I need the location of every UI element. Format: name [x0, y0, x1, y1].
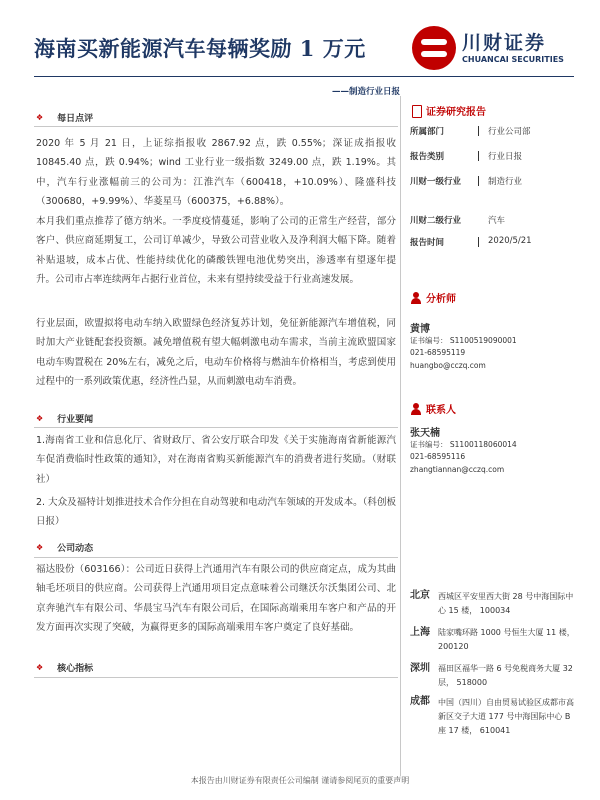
section-divider [34, 557, 398, 558]
info-row-report-date: 报告时间 2020/5/21 [410, 236, 532, 248]
address-text-shanghai: 陆家嘴环路 1000 号恒生大厦 11 楼， 200120 [438, 628, 575, 651]
section-heading-text: 每日点评 [57, 114, 94, 124]
column-divider [400, 96, 401, 776]
contact-phone: 021-68595116 [410, 452, 466, 461]
analyst-heading [410, 290, 456, 305]
diamond-bullet-icon: ❖ [36, 414, 44, 423]
logo-english-name: CHUANCAI SECURITIES [462, 55, 564, 64]
diamond-bullet-icon: ❖ [36, 543, 44, 552]
contact-name: 张天楠 [410, 428, 440, 439]
report-type-label: ——制造行业日报 [331, 87, 400, 97]
diamond-bullet-icon: ❖ [36, 113, 44, 122]
address-city-shanghai: 上海 [410, 627, 430, 638]
daily-comment-paragraph-3: 行业层面，欧盟拟将电动车纳入欧盟绿色经济复苏计划，免征新能源汽车增值税，同时加大产业链配套投资额。减免增值税有望大幅刺激电动车需求，当前主流欧盟国家电动车购置税在 20%左右，减免之后，电动车价格将与燃油车价格相当，考虑到使用过程中的一系列政策优惠，经济性凸显，从而刺激电动车消费。 [36, 318, 396, 388]
section-heading-text: 核心指标 [57, 664, 94, 674]
industry-news-item-2: 2. 大众及福特计划推进技术合作分担在自动驾驶和电动汽车领域的开发成本。（科创板日报） [36, 497, 396, 528]
person-icon [410, 292, 422, 304]
analyst-heading-text: 分析师 [426, 294, 456, 305]
analyst-cert: 证书编号： S1100519090001 [410, 336, 517, 345]
address-text-shenzhen: 福田区福华一路 6 号免税商务大厦 32 层， 518000 [438, 664, 573, 687]
info-row-level1-industry: 川财一级行业 制造行业 [410, 177, 523, 187]
footer-disclaimer: 本报告由川财证券有限责任公司编制 谨请参阅尾页的重要声明 [190, 776, 410, 785]
daily-comment-paragraph-1: 2020 年 5 月 21 日，上证综指报收 2867.92 点，跌 0.55%；深证成指报收 10845.40 点，跌 0.94%；wind 工业行业一级指数 3249.00 点，跌 1.19%。其中，汽车行业涨幅前三的公司为：江淮汽车（600418，+10.09%）、隆盛科技（300680，+9.99%）、华菱星马（600375，+6.88%）。 [36, 138, 396, 208]
contact-heading [410, 401, 456, 416]
section-company-news-heading [36, 541, 93, 554]
analyst-phone: 021-68595119 [410, 348, 466, 357]
header-divider [34, 76, 574, 77]
section-industry-news-heading [36, 412, 93, 425]
company-news-paragraph: 福达股份（603166）：公司近日获得上汽通用汽车有限公司的供应商定点，成为其曲轴毛坯项目的供应商。公司获得上汽通用项目定点意味着公司继沃尔沃集团公司、北京奔驰汽车有限公司、华晨宝马汽车有限公司后，在国际高端乘用车客户和产品的开发方面再次实现了突破，为赢得更多的国际高端乘用车客户奠定了良好基础。 [36, 564, 396, 634]
diamond-bullet-icon: ❖ [36, 663, 44, 672]
analyst-email[interactable]: huangbo@cczq.com [410, 361, 486, 370]
address-text-chengdu: 中国（四川）自由贸易试验区成都市高新区交子大道 177 号中海国际中心 B 座 17 楼， 610041 [438, 698, 574, 735]
section-core-indicators-heading [36, 661, 93, 674]
document-icon [410, 105, 422, 117]
report-title: 海南买新能源汽车每辆奖励 1 万元 [34, 36, 366, 61]
section-heading-text: 公司动态 [57, 544, 94, 554]
address-text-beijing: 西城区平安里西大街 28 号中海国际中心 15 楼， 100034 [438, 592, 574, 615]
person-icon [410, 403, 422, 415]
section-divider [34, 427, 398, 428]
contact-heading-text: 联系人 [426, 405, 456, 416]
logo-chinese-name: 川财证券 [462, 32, 547, 54]
daily-comment-paragraph-2: 本月我们重点推荐了德方纳米。一季度疫情蔓延，影响了公司的正常生产经营，部分客户、供应商延期复工，公司订单减少，导致公司营业收入及净利润大幅下降。随着补贴退坡，成本占优、性能持续优化的磷酸铁锂电池优势突出，渗透率有望逐年提升。公司市占率连续两年占据行业首位，未来有望持续受益于行业高速发展。 [36, 216, 396, 286]
contact-cert: 证书编号： S1100118060014 [410, 440, 517, 449]
section-heading-text: 行业要闻 [57, 415, 94, 425]
section-daily-comment-heading [36, 111, 93, 124]
contact-email[interactable]: zhangtiannan@cczq.com [410, 465, 505, 474]
report-info-heading [410, 103, 486, 118]
industry-news-item-1: 1.海南省工业和信息化厅、省财政厅、省公安厅联合印发《关于实施海南省新能源汽车促消费临时性政策的通知》，对在海南省购买新能源汽车的消费者进行奖励。（财联社） [36, 435, 396, 485]
address-city-chengdu: 成都 [410, 696, 430, 707]
section-divider [34, 126, 398, 127]
info-row-department: 所属部门 行业公司部 [410, 127, 531, 137]
address-city-shenzhen: 深圳 [410, 663, 430, 674]
section-divider [34, 677, 398, 678]
info-row-level2-industry: 川财二级行业 汽车 [410, 216, 506, 226]
company-logo [412, 26, 572, 72]
analyst-name: 黄博 [410, 324, 430, 335]
address-city-beijing: 北京 [410, 590, 430, 601]
logo-mark-icon [412, 26, 456, 70]
report-info-heading-text: 证券研究报告 [426, 107, 486, 118]
info-row-report-category: 报告类别 行业日报 [410, 152, 523, 162]
